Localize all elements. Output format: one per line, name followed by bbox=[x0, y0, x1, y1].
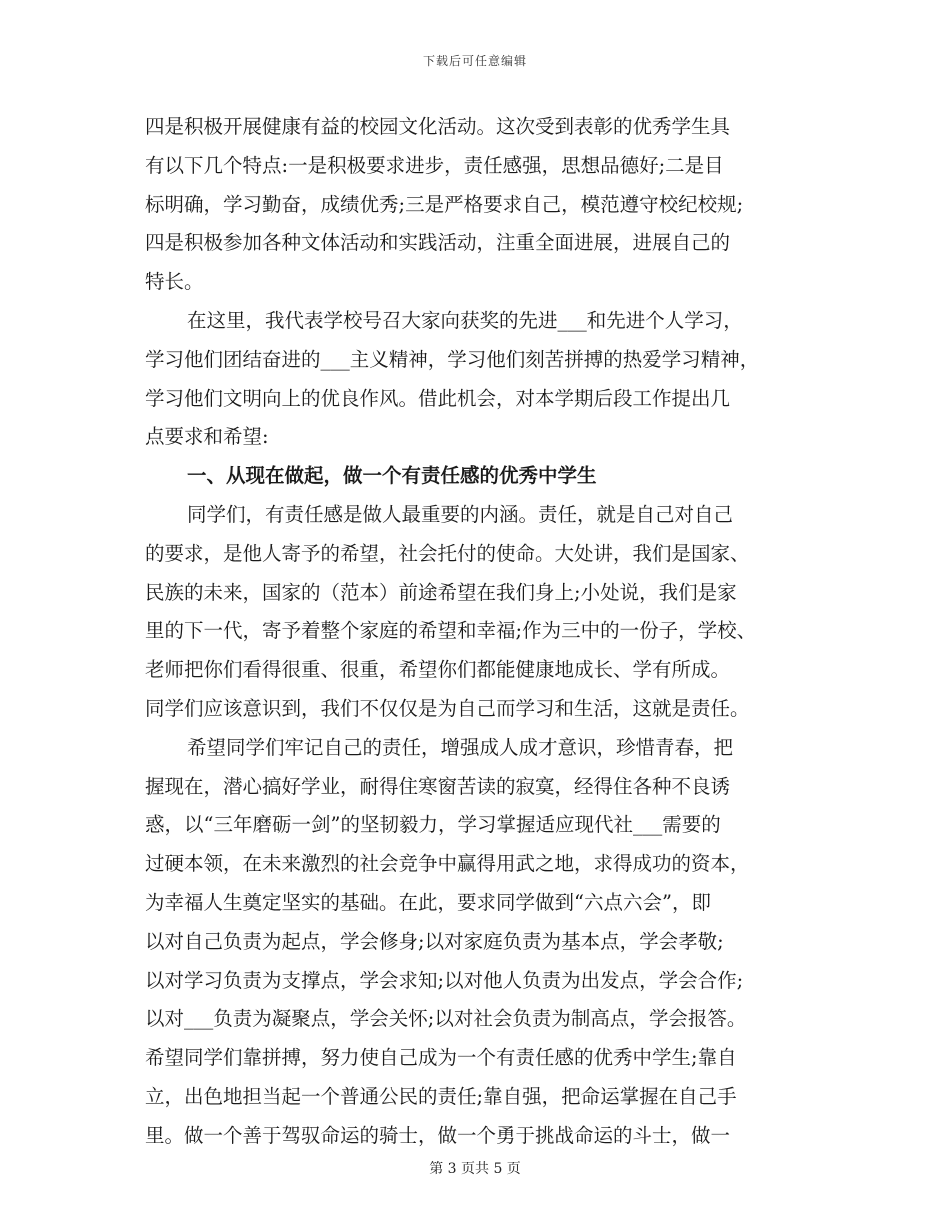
text-line: 惑，以“三年磨砺一剑”的坚韧毅力，学习掌握适应现代社___需要的 bbox=[145, 813, 721, 837]
text-line: 立，出色地担当起一个普通公民的责任;靠自强，把命运掌握在自己手 bbox=[145, 1084, 737, 1108]
text-line: 握现在，潜心搞好学业，耐得住寒窗苦读的寂寞，经得住各种不良诱 bbox=[145, 774, 731, 798]
text-line: 有以下几个特点:一是积极要求进步，责任感强，思想品德好;二是目 bbox=[145, 153, 724, 177]
text-line: 里。做一个善于驾驭命运的骑士，做一个勇于挑战命运的斗士，做一 bbox=[145, 1123, 731, 1147]
paragraph-first-line: 希望同学们牢记自己的责任，增强成人成才意识，珍惜青春，把 bbox=[187, 735, 734, 759]
text-line: 特长。 bbox=[145, 270, 204, 294]
section-heading: 一、从现在做起，做一个有责任感的优秀中学生 bbox=[187, 464, 597, 488]
text-line: 四是积极参加各种文体活动和实践活动，注重全面进展，进展自己的 bbox=[145, 231, 731, 255]
page-header: 下载后可任意编辑 bbox=[422, 54, 527, 68]
text-line: 标明确，学习勤奋，成绩优秀;三是严格要求自己，模范遵守校纪校规; bbox=[145, 192, 744, 216]
text-line: 民族的未来，国家的（范本）前途希望在我们身上;小处说，我们是家 bbox=[145, 580, 737, 604]
paragraph-first-line: 同学们，有责任感是做人最重要的内涵。责任，就是自己对自己 bbox=[187, 502, 734, 526]
text-line: 过硬本领，在未来激烈的社会竞争中赢得用武之地，求得成功的资本， bbox=[145, 852, 750, 876]
text-line: 以对学习负责为支撑点，学会求知;以对他人负责为出发点，学会合作; bbox=[145, 968, 744, 992]
text-line: 四是积极开展健康有益的校园文化活动。这次受到表彰的优秀学生具 bbox=[145, 115, 731, 138]
text-line: 为幸福人生奠定坚实的基础。在此，要求同学做到“六点六会”，即 bbox=[145, 890, 711, 914]
text-line: 学习他们团结奋进的___主义精神，学习他们刻苦拼搏的热爱学习精神， bbox=[145, 347, 760, 371]
text-line: 老师把你们看得很重、很重，希望你们都能健康地成长、学有所成。 bbox=[145, 658, 731, 682]
page-footer: 第 3 页共 5 页 bbox=[429, 1161, 521, 1177]
text-line: 的要求，是他人寄予的希望，社会托付的使命。大处讲，我们是国家、 bbox=[145, 541, 750, 565]
document-body bbox=[145, 108, 813, 1156]
text-line: 以对自己负责为起点，学会修身;以对家庭负责为基本点，学会孝敬; bbox=[145, 929, 724, 953]
text-line: 以对___负责为凝聚点，学会关怀;以对社会负责为制高点，学会报答。 bbox=[145, 1007, 747, 1031]
text-line: 里的下一代，寄予着整个家庭的希望和幸福;作为三中的一份子，学校、 bbox=[145, 619, 757, 643]
paragraph-first-line: 在这里，我代表学校号召大家向获奖的先进___和先进个人学习， bbox=[187, 308, 743, 332]
text-line: 同学们应该意识到，我们不仅仅是为自己而学习和生活，这就是责任。 bbox=[145, 696, 750, 720]
text-line: 希望同学们靠拼搏，努力使自己成为一个有责任感的优秀中学生;靠自 bbox=[145, 1046, 737, 1070]
text-line: 学习他们文明向上的优良作风。借此机会，对本学期后段工作提出几 bbox=[145, 386, 731, 410]
text-line: 点要求和希望: bbox=[145, 425, 269, 449]
